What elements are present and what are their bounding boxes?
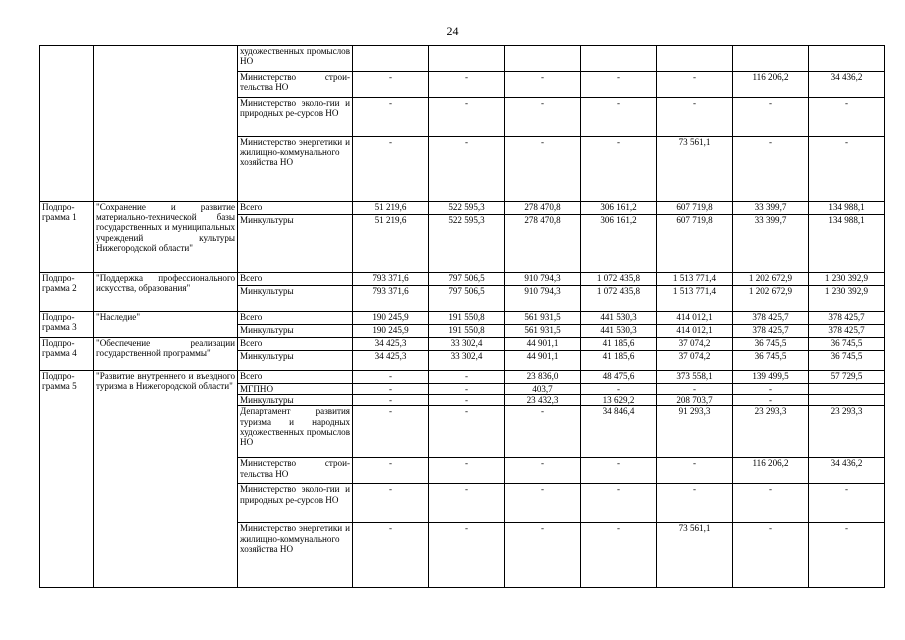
value-cell: - xyxy=(353,137,429,202)
value-cell: 1 513 771,4 xyxy=(657,286,733,312)
value-cell: 522 595,3 xyxy=(429,202,505,215)
value-cell: 37 074,2 xyxy=(657,351,733,371)
value-cell: - xyxy=(581,98,657,137)
value-cell: 414 012,1 xyxy=(657,312,733,325)
value-cell: 306 161,2 xyxy=(581,202,657,215)
value-cell: 23 432,3 xyxy=(505,395,581,406)
value-cell: - xyxy=(733,384,809,395)
executor-cell: Минкультуры xyxy=(238,286,353,312)
value-cell: 36 745,5 xyxy=(809,351,885,371)
value-cell: - xyxy=(657,484,733,523)
value-cell: 44 901,1 xyxy=(505,338,581,351)
value-cell: - xyxy=(733,137,809,202)
value-cell: 13 629,2 xyxy=(581,395,657,406)
executor-cell: художественных промыслов НО xyxy=(238,46,353,72)
value-cell: 414 012,1 xyxy=(657,325,733,338)
value-cell: - xyxy=(353,406,429,458)
value-cell: 73 561,1 xyxy=(657,137,733,202)
subprogram-name-cell: "Сохранение и развитие материально-технической базы государственных и муниципальных учреждений культуры Нижегородской области" xyxy=(94,202,238,273)
table-row xyxy=(40,371,885,384)
value-cell: 23 836,0 xyxy=(505,371,581,384)
value-cell: 34 846,4 xyxy=(581,406,657,458)
value-cell: 910 794,3 xyxy=(505,286,581,312)
value-cell: - xyxy=(505,458,581,484)
value-cell: 134 988,1 xyxy=(809,215,885,273)
value-cell: 33 302,4 xyxy=(429,338,505,351)
value-cell: - xyxy=(353,72,429,98)
page-number: 24 xyxy=(446,24,459,38)
value-cell: 23 293,3 xyxy=(809,406,885,458)
executor-cell: МГПНО xyxy=(238,384,353,395)
executor-cell: Министерство энергетики и жилищно-коммунального хозяйства НО xyxy=(238,137,353,202)
value-cell xyxy=(505,46,581,72)
value-cell: 73 561,1 xyxy=(657,523,733,588)
table-row xyxy=(40,202,885,215)
value-cell: - xyxy=(429,384,505,395)
value-cell: - xyxy=(657,458,733,484)
value-cell: - xyxy=(429,484,505,523)
value-cell: - xyxy=(809,523,885,588)
value-cell: 139 499,5 xyxy=(733,371,809,384)
value-cell: 91 293,3 xyxy=(657,406,733,458)
value-cell: - xyxy=(353,458,429,484)
value-cell: - xyxy=(733,395,809,406)
value-cell: - xyxy=(657,72,733,98)
value-cell: 607 719,8 xyxy=(657,215,733,273)
value-cell: 1 072 435,8 xyxy=(581,286,657,312)
budget-table xyxy=(39,45,885,588)
value-cell: - xyxy=(429,371,505,384)
value-cell: 48 475,6 xyxy=(581,371,657,384)
value-cell: - xyxy=(353,395,429,406)
value-cell: 44 901,1 xyxy=(505,351,581,371)
value-cell: - xyxy=(809,484,885,523)
value-cell: 441 530,3 xyxy=(581,312,657,325)
executor-cell: Всего xyxy=(238,202,353,215)
value-cell: 403,7 xyxy=(505,384,581,395)
subprogram-name-cell: "Наследие" xyxy=(94,312,238,338)
value-cell: 34 425,3 xyxy=(353,351,429,371)
value-cell xyxy=(809,46,885,72)
value-cell: - xyxy=(429,98,505,137)
executor-cell: Минкультуры xyxy=(238,325,353,338)
value-cell: 910 794,3 xyxy=(505,273,581,286)
value-cell xyxy=(429,46,505,72)
value-cell: 34 436,2 xyxy=(809,458,885,484)
value-cell: - xyxy=(429,406,505,458)
executor-cell: Минкультуры xyxy=(238,215,353,273)
value-cell: 33 399,7 xyxy=(733,215,809,273)
value-cell: - xyxy=(505,98,581,137)
subprogram-cell: Подпро-грамма 5 xyxy=(40,371,94,588)
table-row xyxy=(40,312,885,325)
value-cell: 378 425,7 xyxy=(733,325,809,338)
subprogram-name-cell: "Развитие внутреннего и въездного туризма в Нижегородской области" xyxy=(94,371,238,588)
value-cell xyxy=(733,46,809,72)
table-row xyxy=(40,338,885,351)
value-cell: 378 425,7 xyxy=(809,325,885,338)
table-row xyxy=(40,46,885,72)
table-row xyxy=(40,273,885,286)
executor-cell: Министерство строи-тельства НО xyxy=(238,72,353,98)
value-cell xyxy=(581,46,657,72)
value-cell: 116 206,2 xyxy=(733,72,809,98)
executor-cell: Министерство строи-тельства НО xyxy=(238,458,353,484)
value-cell: - xyxy=(505,484,581,523)
value-cell: 36 745,5 xyxy=(733,338,809,351)
subprogram-cell: Подпро-грамма 4 xyxy=(40,338,94,371)
value-cell: 33 399,7 xyxy=(733,202,809,215)
value-cell: - xyxy=(353,523,429,588)
value-cell: 36 745,5 xyxy=(733,351,809,371)
value-cell: 607 719,8 xyxy=(657,202,733,215)
value-cell: - xyxy=(657,98,733,137)
value-cell: - xyxy=(657,384,733,395)
value-cell: 378 425,7 xyxy=(809,312,885,325)
value-cell: 37 074,2 xyxy=(657,338,733,351)
value-cell: - xyxy=(353,371,429,384)
table-body xyxy=(40,46,885,588)
executor-cell: Всего xyxy=(238,273,353,286)
value-cell: 1 202 672,9 xyxy=(733,286,809,312)
value-cell: 23 293,3 xyxy=(733,406,809,458)
value-cell: - xyxy=(733,523,809,588)
value-cell: 1 230 392,9 xyxy=(809,273,885,286)
value-cell: - xyxy=(429,395,505,406)
value-cell: 378 425,7 xyxy=(733,312,809,325)
value-cell: 793 371,6 xyxy=(353,273,429,286)
executor-cell: Министерство энергетики и жилищно-коммунального хозяйства НО xyxy=(238,523,353,588)
value-cell: 561 931,5 xyxy=(505,312,581,325)
value-cell: 1 072 435,8 xyxy=(581,273,657,286)
value-cell: - xyxy=(353,384,429,395)
value-cell: - xyxy=(581,484,657,523)
value-cell xyxy=(809,395,885,406)
subprogram-cell: Подпро-грамма 1 xyxy=(40,202,94,273)
value-cell: - xyxy=(581,72,657,98)
subprogram-name-cell: "Поддержка профессионального искусства, образования" xyxy=(94,273,238,312)
executor-cell: Министерство эколо-гии и природных ре-сурсов НО xyxy=(238,484,353,523)
value-cell: 190 245,9 xyxy=(353,312,429,325)
value-cell: 278 470,8 xyxy=(505,215,581,273)
executor-cell: Минкультуры xyxy=(238,395,353,406)
value-cell: 793 371,6 xyxy=(353,286,429,312)
value-cell: - xyxy=(809,137,885,202)
value-cell: - xyxy=(581,384,657,395)
value-cell: 373 558,1 xyxy=(657,371,733,384)
value-cell: - xyxy=(429,72,505,98)
value-cell: 51 219,6 xyxy=(353,215,429,273)
value-cell: 41 185,6 xyxy=(581,338,657,351)
value-cell: 134 988,1 xyxy=(809,202,885,215)
value-cell: 191 550,8 xyxy=(429,312,505,325)
value-cell: - xyxy=(733,98,809,137)
value-cell: - xyxy=(581,458,657,484)
value-cell: 1 202 672,9 xyxy=(733,273,809,286)
value-cell: 34 425,3 xyxy=(353,338,429,351)
value-cell: - xyxy=(505,72,581,98)
value-cell: 41 185,6 xyxy=(581,351,657,371)
value-cell: 797 506,5 xyxy=(429,273,505,286)
value-cell: - xyxy=(581,137,657,202)
subprogram-name-cell: "Обеспечение реализации государственной программы" xyxy=(94,338,238,371)
value-cell: - xyxy=(353,484,429,523)
value-cell: 36 745,5 xyxy=(809,338,885,351)
value-cell: - xyxy=(505,523,581,588)
value-cell: 51 219,6 xyxy=(353,202,429,215)
value-cell: - xyxy=(429,523,505,588)
executor-cell: Всего xyxy=(238,312,353,325)
value-cell: 57 729,5 xyxy=(809,371,885,384)
subprogram-cell xyxy=(40,46,94,202)
value-cell: 561 931,5 xyxy=(505,325,581,338)
value-cell: 522 595,3 xyxy=(429,215,505,273)
value-cell: 34 436,2 xyxy=(809,72,885,98)
value-cell: 1 230 392,9 xyxy=(809,286,885,312)
value-cell: 797 506,5 xyxy=(429,286,505,312)
value-cell: 1 513 771,4 xyxy=(657,273,733,286)
value-cell: 278 470,8 xyxy=(505,202,581,215)
subprogram-name-cell xyxy=(94,46,238,202)
executor-cell: Министерство эколо-гии и природных ре-сурсов НО xyxy=(238,98,353,137)
value-cell xyxy=(657,46,733,72)
subprogram-cell: Подпро-грамма 2 xyxy=(40,273,94,312)
value-cell: - xyxy=(809,98,885,137)
value-cell: - xyxy=(505,406,581,458)
value-cell: - xyxy=(733,484,809,523)
value-cell: 116 206,2 xyxy=(733,458,809,484)
value-cell: 33 302,4 xyxy=(429,351,505,371)
value-cell: - xyxy=(429,458,505,484)
executor-cell: Всего xyxy=(238,338,353,351)
value-cell: - xyxy=(429,137,505,202)
value-cell: 190 245,9 xyxy=(353,325,429,338)
subprogram-cell: Подпро-грамма 3 xyxy=(40,312,94,338)
value-cell: - xyxy=(505,137,581,202)
executor-cell: Минкультуры xyxy=(238,351,353,371)
executor-cell: Всего xyxy=(238,371,353,384)
value-cell: 191 550,8 xyxy=(429,325,505,338)
value-cell xyxy=(809,384,885,395)
value-cell: - xyxy=(581,523,657,588)
value-cell: 306 161,2 xyxy=(581,215,657,273)
value-cell: - xyxy=(353,98,429,137)
value-cell: 441 530,3 xyxy=(581,325,657,338)
value-cell: 208 703,7 xyxy=(657,395,733,406)
value-cell xyxy=(353,46,429,72)
executor-cell: Департамент развития туризма и народных художественных промыслов НО xyxy=(238,406,353,458)
